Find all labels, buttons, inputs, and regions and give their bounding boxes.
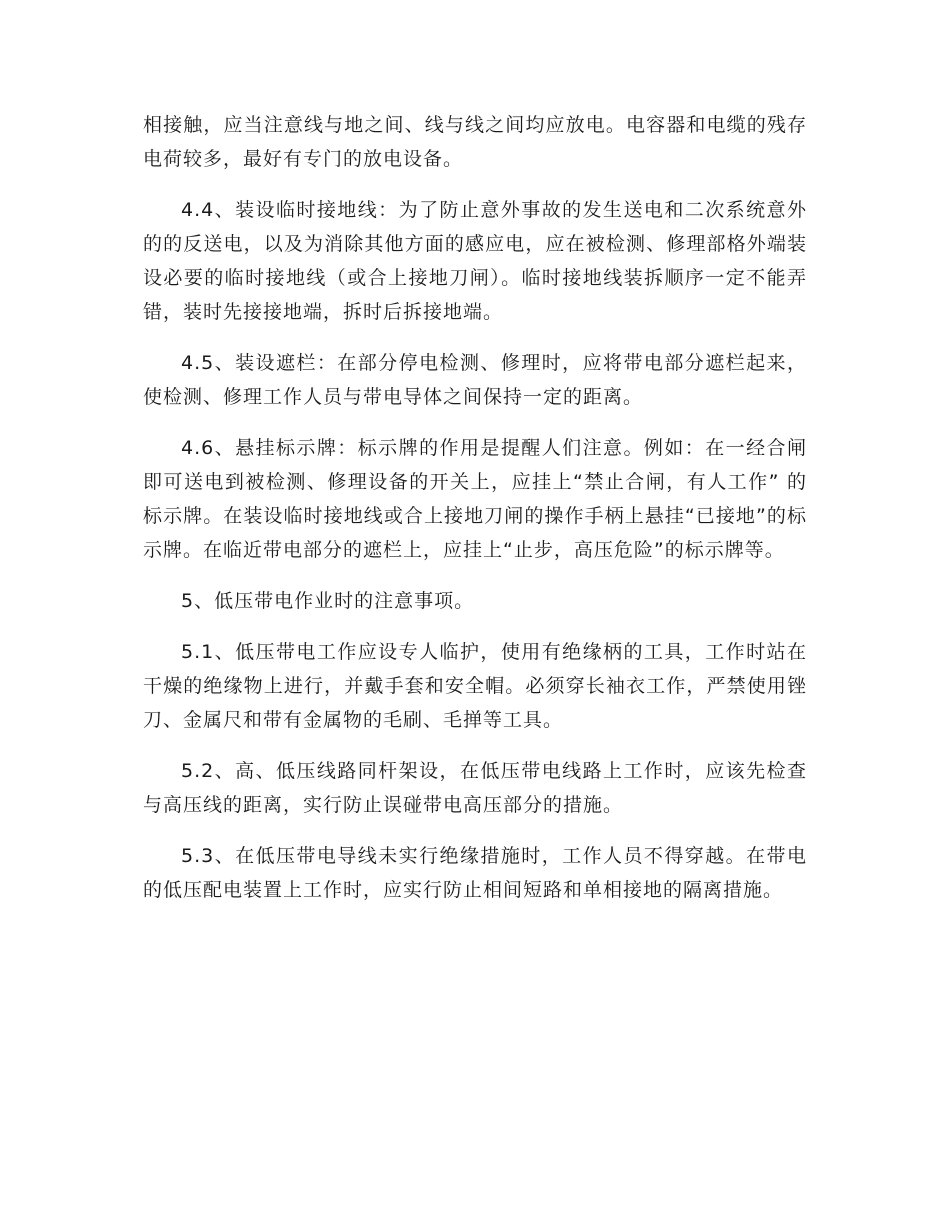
section-heading-5: 5、低压带电作业时的注意事项。 [181,590,475,612]
paragraph-5-3: 5.3、在低压带电导线未实行绝缘措施时，工作人员不得穿越。在带电的低压配电装置上工作时，应实行防止相间短路和单相接地的隔离措施。 [143,845,807,901]
paragraph-4-5: 4.5、装设遮栏：在部分停电检测、修理时，应将带电部分遮栏起来，使检测、修理工作人员与带电导体之间保持一定的距离。 [143,352,807,408]
paragraph-gap [143,822,807,839]
paragraph-gap [143,414,807,431]
paragraph-gap [143,567,807,584]
paragraph-4-4: 4.4、装设临时接地线：为了防止意外事故的发生送电和二次系统意外的的反送电，以及为消除其他方面的感应电，应在被检测、修理部格外端装设必要的临时接地线（或合上接地刀闸）。临时接地线装拆顺序一定不能弄错，装时先接接地端，拆时后拆接地端。 [143,199,807,323]
paragraph-gap [143,329,807,346]
paragraph-gap [143,176,807,193]
paragraph-4-6: 4.6、悬挂标示牌：标示牌的作用是提醒人们注意。例如：在一经合闸即可送电到被检测、修理设备的开关上，应挂上“禁止合闸，有人工作” 的标示牌。在装设临时接地线或合上接地刀闸的操作手柄上悬挂“已接地”的标示牌。在临近带电部分的遮栏上，应挂上“止步，高压危险”的标示牌等。 [143,437,807,561]
paragraph-gap [143,737,807,754]
paragraph-continued: 相接触，应当注意线与地之间、线与线之间均应放电。电容器和电缆的残存电荷较多，最好有专门的放电设备。 [143,114,807,170]
paragraph-gap [143,618,807,635]
paragraph-5-1: 5.1、低压带电工作应设专人临护，使用有绝缘柄的工具，工作时站在干燥的绝缘物上进行，并戴手套和安全帽。必须穿长袖衣工作，严禁使用锉刀、金属尺和带有金属物的毛刷、毛掸等工具。 [143,641,807,731]
document-body [143,108,807,907]
paragraph-5-2: 5.2、高、低压线路同杆架设，在低压带电线路上工作时，应该先检查与高压线的距离，实行防止误碰带电高压部分的措施。 [143,760,807,816]
